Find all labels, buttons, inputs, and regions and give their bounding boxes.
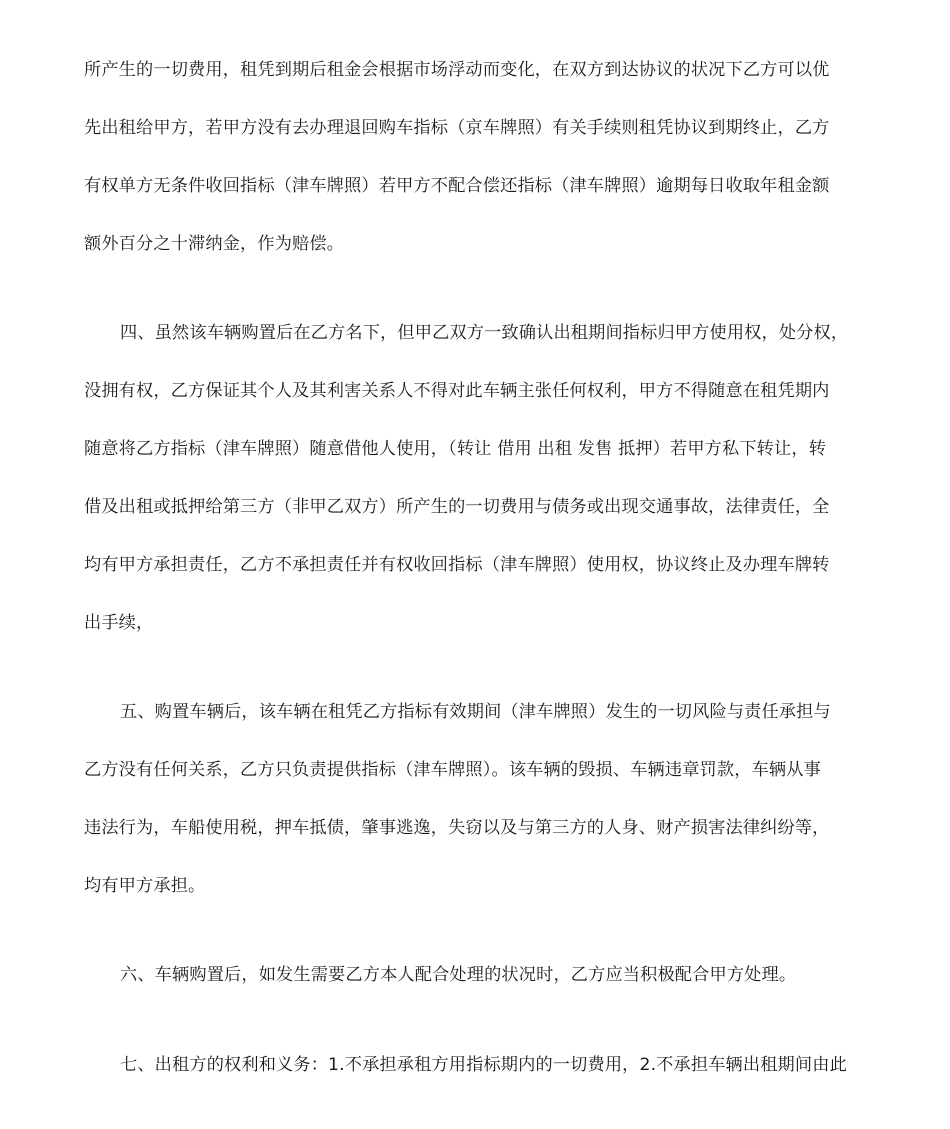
paragraph-start-line: 六、车辆购置后，如发生需要乙方本人配合处理的状况时，乙方应当积极配合甲方处理。 [120, 965, 797, 985]
text-line: 借及出租或抵押给第三方（非甲乙双方）所产生的一切费用与债务或出现交通事故，法律责任，全 [84, 497, 830, 517]
paragraph-start-line: 七、出租方的权利和义务：1.不承担承租方用指标期内的一切费用，2.不承担车辆出租期间由此 [120, 1055, 847, 1075]
text-line: 乙方没有任何关系，乙方只负责提供指标（津车牌照）。该车辆的毁损、车辆违章罚款，车辆从事 [84, 760, 821, 780]
text-line: 随意将乙方指标（津车牌照）随意借他人使用，（转让 借用 出租 发售 抵押）若甲方私下转让，转 [84, 439, 827, 459]
text-line: 出手续， [84, 613, 154, 633]
text-line: 均有甲方承担责任，乙方不承担责任并有权收回指标（津车牌照）使用权，协议终止及办理车牌转 [84, 555, 830, 575]
text-line: 有权单方无条件收回指标（津车牌照）若甲方不配合偿还指标（津车牌照）逾期每日收取年租金额 [84, 176, 830, 196]
text-line: 违法行为，车船使用税，押车抵债，肇事逃逸，失窃以及与第三方的人身、财产损害法律纠纷等， [84, 818, 830, 838]
text-line: 所产生的一切费用，租凭到期后租金会根据市场浮动而变化，在双方到达协议的状况下乙方可以优 [84, 60, 830, 80]
paragraph-start-line: 四、虽然该车辆购置后在乙方名下，但甲乙双方一致确认出租期间指标归甲方使用权，处分权， [120, 323, 849, 343]
text-line: 均有甲方承担。 [84, 876, 206, 896]
paragraph-start-line: 五、购置车辆后，该车辆在租凭乙方指标有效期间（津车牌照）发生的一切风险与责任承担与 [120, 702, 831, 722]
text-line: 先出租给甲方，若甲方没有去办理退回购车指标（京车牌照）有关手续则租凭协议到期终止，乙方 [84, 118, 830, 138]
text-line: 没拥有权，乙方保证其个人及其利害关系人不得对此车辆主张任何权利，甲方不得随意在租凭期内 [84, 381, 830, 401]
text-line: 额外百分之十滞纳金，作为赔偿。 [84, 234, 345, 254]
